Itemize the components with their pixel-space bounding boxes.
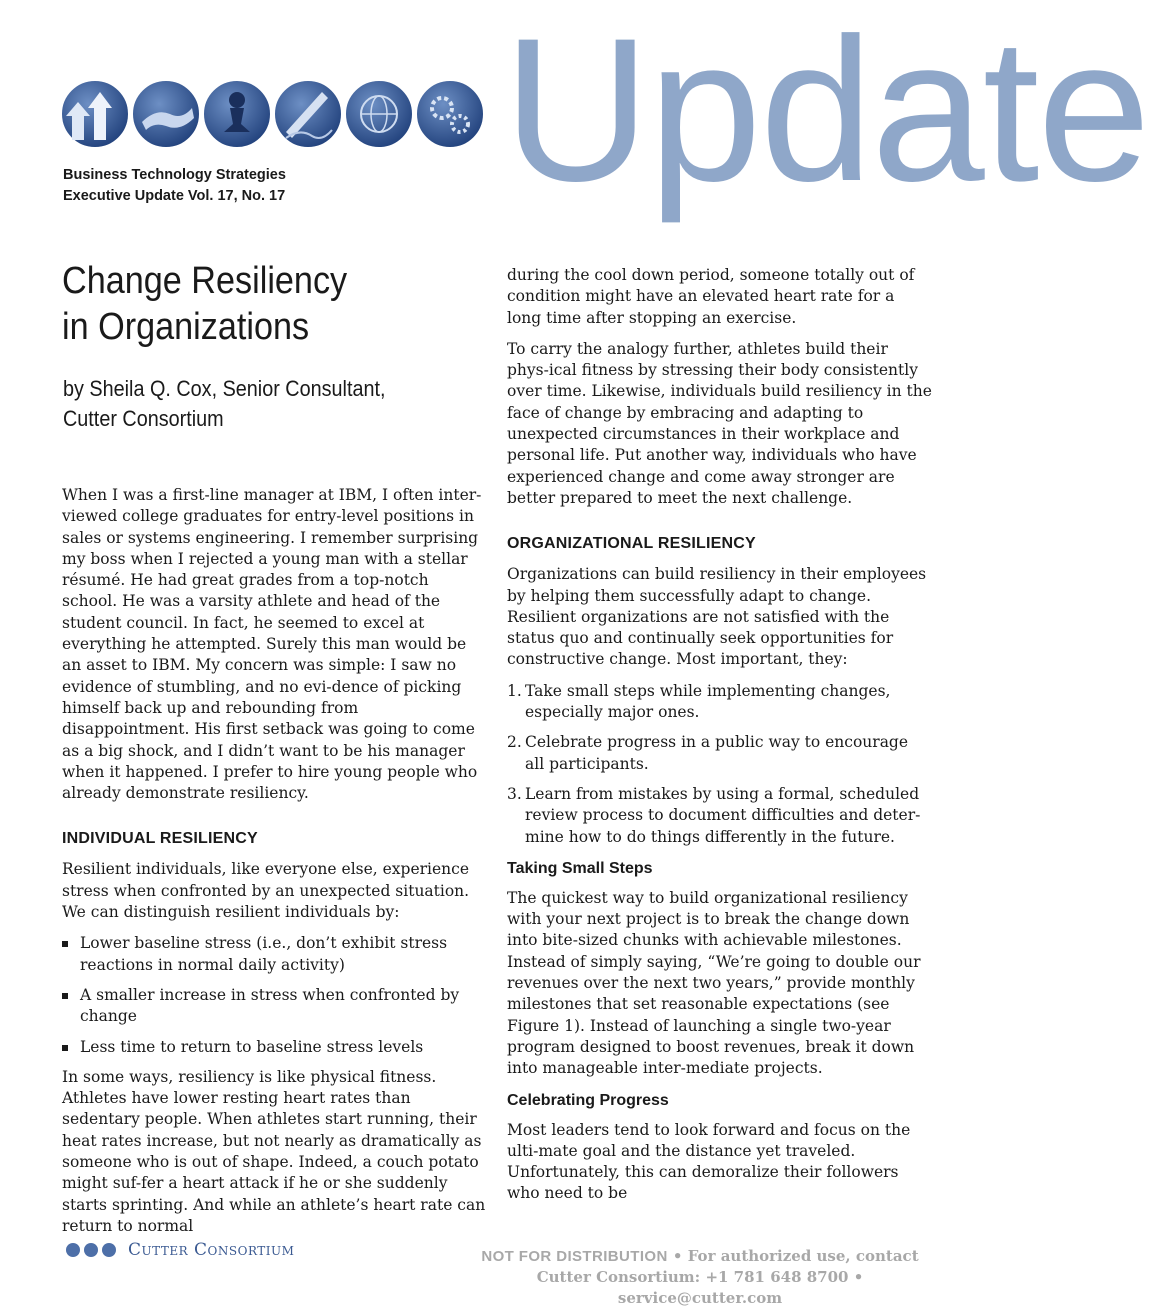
cutter-logo — [66, 1240, 294, 1260]
right-column — [507, 265, 932, 1215]
notice-line-1 — [470, 1246, 930, 1267]
list-item — [507, 732, 932, 775]
notice-rest: • For authorized use, contact — [672, 1247, 919, 1265]
distribution-notice — [470, 1246, 930, 1309]
left-column — [62, 485, 487, 1247]
title-line-1: Change Resiliency — [62, 260, 348, 302]
taking-small-steps-heading: Taking Small Steps — [507, 859, 653, 877]
handshake-icon — [132, 80, 200, 148]
step-text: Learn from mistakes by using a formal, scheduled review process to document difficulties and deter-mine how to do things differently in the future. — [525, 784, 921, 846]
byline — [63, 374, 441, 434]
step-number: 2. — [507, 733, 522, 752]
not-for-distribution-label: NOT FOR DISTRIBUTION — [481, 1248, 668, 1265]
individual-paragraph-3: during the cool down period, someone totally out of condition might have an elevated heart rate for a long time after stopping an exercise. — [507, 266, 915, 327]
gears-machinery-icon — [416, 80, 484, 148]
rising-chart-arrows-icon — [61, 80, 129, 148]
chess-pawn-icon — [203, 80, 271, 148]
bullet-square-icon — [62, 941, 68, 947]
organizational-resiliency-heading: ORGANIZATIONAL RESILIENCY — [507, 535, 756, 553]
list-item — [507, 784, 932, 848]
resilience-traits-list — [62, 933, 487, 1057]
organizational-paragraph: Organizations can build resiliency in their employees by helping them successfully adapt to change. Resilient organizations are not satisfied with the status quo and continually seek opportunities for constructive change. Most important, they: — [507, 565, 927, 669]
byline-organization: Cutter Consortium — [63, 406, 224, 431]
step-text: Take small steps while implementing changes, especially major ones. — [525, 681, 891, 722]
list-item-text: A smaller increase in stress when confronted by change — [80, 985, 460, 1026]
intro-paragraph: When I was a first-line manager at IBM, I often inter-viewed college graduates for entry-level positions in sales or systems engineering. I remember surprising my boss when I rejected a young man with a stellar résumé. He had great grades from a top-notch school. He was a varsity athlete and head of the student council. In fact, he seemed to excel at everything he attempted. Surely this man would be an asset to IBM. My concern was simple: I saw no evidence of stumbling, and no evi-dence of picking himself back up and rebounding from disappointment. His first setback was going to come as a big shock, and I didn’t want to be his manager when it happened. I prefer to hire young people who already demonstrate resiliency. — [62, 486, 482, 803]
list-item — [62, 933, 487, 976]
series-info — [63, 165, 286, 207]
list-item-text: Lower baseline stress (i.e., don’t exhibit stress reactions in normal daily activity) — [80, 934, 448, 974]
header-image-strip — [60, 78, 488, 150]
step-number: 3. — [507, 784, 522, 803]
logo-dot-icon — [102, 1243, 116, 1257]
list-item — [62, 1037, 487, 1058]
step-text: Celebrate progress in a public way to encourage all participants. — [525, 733, 909, 773]
title-line-2: in Organizations — [62, 306, 310, 348]
celebrating-paragraph: Most leaders tend to look forward and focus on the ulti-mate goal and the distance yet traveled. Unfortunately, this can demoralize their followers who need to be — [507, 1120, 911, 1203]
individual-paragraph-2: In some ways, resiliency is like physical fitness. Athletes have lower resting heart rates than sedentary people. When athletes start running, their heat rates increase, but not nearly as dramatically as someone who is out of shape. Indeed, a couch potato might suf-fer a heart attack if he or she suddenly starts sprinting. And while an athlete’s heart rate can return to normal — [62, 1067, 486, 1235]
organizational-steps-list — [507, 681, 932, 848]
update-masthead: Update — [503, 0, 1149, 224]
logo-text: Cutter Consortium — [128, 1240, 295, 1260]
individual-paragraph-4: To carry the analogy further, athletes build their phys-ical fitness by stressing their body consistently over time. Likewise, individuals build resiliency in the face of change by embracing and adapting to unexpected circumstances in their workplace and personal life. Put another way, individuals who have experienced change and come away stronger are better prepared to meet the next challenge. — [507, 339, 932, 507]
individual-paragraph-1: Resilient individuals, like everyone else, experience stress when confronted by an unexpected situation. We can distinguish resilient individuals by: — [62, 860, 470, 922]
pen-signature-icon — [274, 80, 342, 148]
bullet-square-icon — [62, 1045, 68, 1051]
byline-author: by Sheila Q. Cox, Senior Consultant, — [63, 376, 386, 401]
celebrating-progress-heading: Celebrating Progress — [507, 1091, 669, 1109]
individual-resiliency-heading: INDIVIDUAL RESILIENCY — [62, 830, 258, 848]
issue-volume: Executive Update Vol. 17, No. 17 — [63, 188, 286, 204]
small-steps-paragraph: The quickest way to build organizational resiliency with your next project is to break the change down into bite-sized chunks with achievable milestones. Instead of simply saying, “We’re going to double our revenues over the next two years,” provide monthly milestones that set reasonable expectations (see Figure 1). Instead of launching a single two-year program designed to boost revenues, break it down into manageable inter-mediate projects. — [507, 888, 921, 1078]
list-item — [507, 681, 932, 724]
bullet-square-icon — [62, 993, 68, 999]
list-item — [62, 985, 487, 1028]
article-title — [62, 258, 422, 350]
list-item-text: Less time to return to baseline stress levels — [80, 1037, 424, 1056]
step-number: 1. — [507, 681, 522, 700]
series-title: Business Technology Strategies — [63, 167, 286, 183]
globe-network-icon — [345, 80, 413, 148]
logo-dot-icon — [66, 1243, 80, 1257]
contact-line: Cutter Consortium: +1 781 648 8700 • service@cutter.com — [536, 1268, 864, 1307]
logo-dot-icon — [84, 1243, 98, 1257]
